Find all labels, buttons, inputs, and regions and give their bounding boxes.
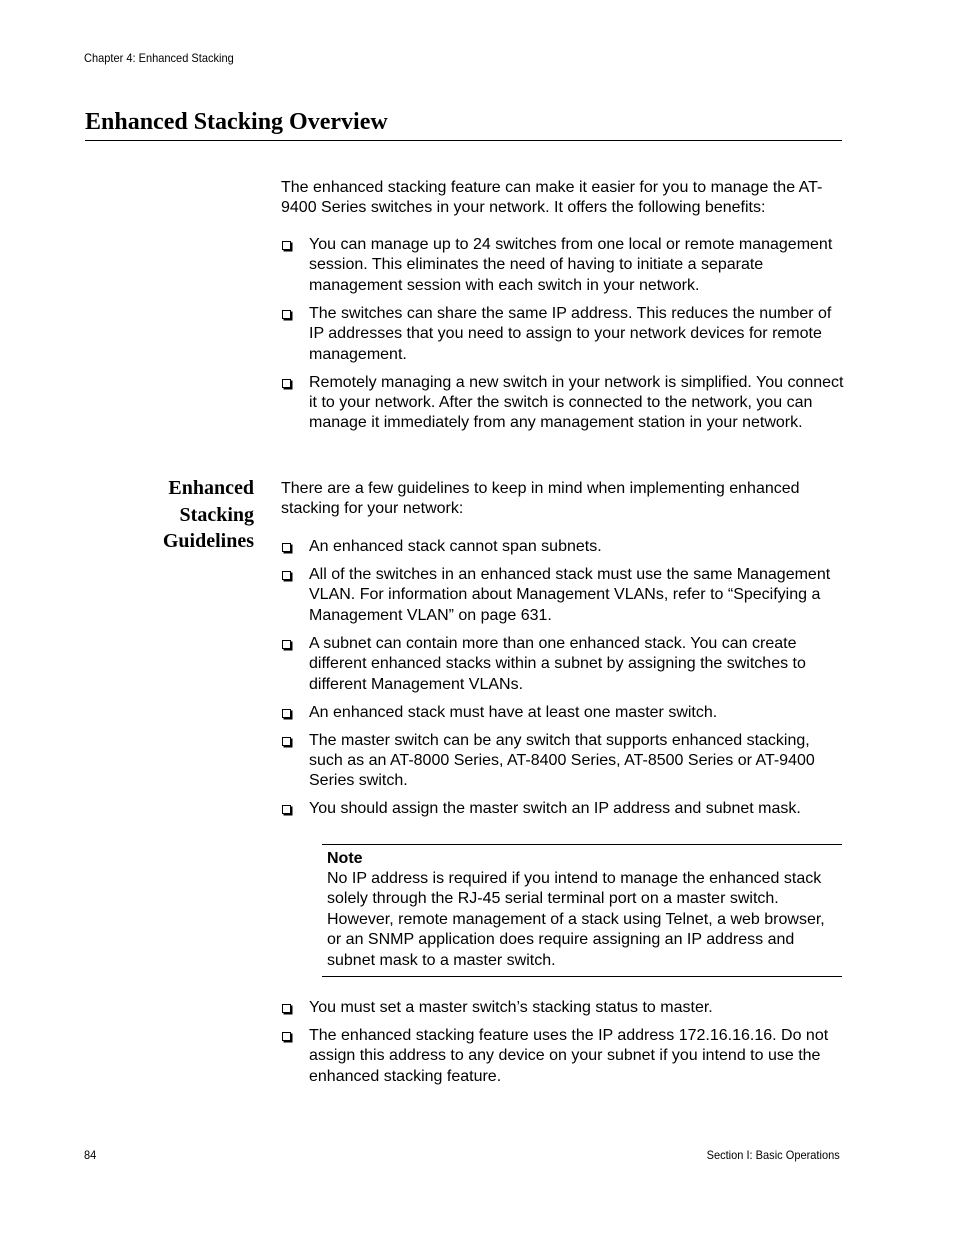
- guidelines-heading-line: Stacking: [179, 503, 254, 526]
- list-item-text: Remotely managing a new switch in your network is simplified. You connect it to your network. After the switch is connected to the network, you can manage it immediately from any management station in your network.: [309, 373, 844, 432]
- list-item: [281, 565, 846, 626]
- benefits-list: [281, 235, 846, 441]
- note-box: [322, 844, 842, 977]
- checkbox-bullet-icon: [282, 241, 291, 250]
- guidelines-list: [281, 537, 846, 827]
- checkbox-bullet-icon: [282, 543, 291, 552]
- checkbox-bullet-icon: [282, 310, 291, 319]
- list-item: [281, 235, 846, 296]
- list-item-text: You should assign the master switch an IP address and subnet mask.: [309, 800, 801, 818]
- list-item: [281, 1026, 846, 1087]
- checkbox-bullet-icon: [282, 1004, 291, 1013]
- guidelines-heading-line: Enhanced: [168, 477, 254, 499]
- list-item: [281, 998, 846, 1018]
- guidelines-heading-line: Guidelines: [162, 530, 254, 552]
- list-item: [281, 799, 846, 819]
- section-title: Enhanced Stacking Overview: [85, 109, 388, 135]
- checkbox-bullet-icon: [282, 709, 291, 718]
- list-item-text: You can manage up to 24 switches from one local or remote management session. This eliminates the need of having to initiate a separate management session with each switch in your network.: [309, 236, 833, 294]
- checkbox-bullet-icon: [282, 805, 291, 814]
- running-footer: Section I: Basic Operations: [706, 1148, 840, 1162]
- checkbox-bullet-icon: [282, 737, 291, 746]
- checkbox-bullet-icon: [282, 1032, 291, 1041]
- list-item: [281, 731, 846, 792]
- guidelines-list-continued: [281, 998, 846, 1095]
- checkbox-bullet-icon: [282, 571, 291, 580]
- list-item: [281, 703, 846, 723]
- list-item: [281, 634, 846, 695]
- list-item: [281, 304, 846, 365]
- page-number: 84: [84, 1148, 97, 1162]
- list-item-text: The enhanced stacking feature uses the IP address 172.16.16.16. Do not assign this address to any device on your subnet if you intend to use the enhanced stacking feature.: [309, 1027, 829, 1085]
- list-item-text: You must set a master switch’s stacking status to master.: [309, 999, 713, 1016]
- note-label: Note: [327, 850, 363, 867]
- guidelines-heading: [120, 475, 254, 555]
- list-item-text: An enhanced stack cannot span subnets.: [309, 538, 602, 555]
- guidelines-intro: There are a few guidelines to keep in mind when implementing enhanced stacking for your network:: [281, 480, 800, 518]
- running-header: Chapter 4: Enhanced Stacking: [84, 51, 234, 65]
- list-item-text: The switches can share the same IP address. This reduces the number of IP addresses that you need to assign to your network devices for remote management.: [309, 304, 832, 363]
- list-item: [281, 373, 846, 434]
- list-item-text: A subnet can contain more than one enhanced stack. You can create different enhanced stacks within a subnet by assigning the switches to different Management VLANs.: [309, 634, 806, 693]
- note-text: No IP address is required if you intend to manage the enhanced stack solely through the RJ-45 serial terminal port on a master switch. However, remote management of a stack using Telnet, a web browser, or an SNMP application does require assigning an IP address and subnet mask to a master switch.: [327, 870, 825, 969]
- checkbox-bullet-icon: [282, 379, 291, 388]
- section-intro: The enhanced stacking feature can make it easier for you to manage the AT-9400 Series switches in your network. It offers the following benefits:: [281, 179, 823, 217]
- list-item-text: The master switch can be any switch that supports enhanced stacking, such as an AT-8000 Series, AT-8400 Series, AT-8500 Series or AT-9400 Series switch.: [309, 731, 815, 790]
- checkbox-bullet-icon: [282, 640, 291, 649]
- list-item-text: All of the switches in an enhanced stack must use the same Management VLAN. For information about Management VLANs, refer to “Specifying a Management VLAN” on page 631.: [309, 566, 831, 624]
- title-rule: [85, 140, 842, 141]
- list-item-text: An enhanced stack must have at least one master switch.: [309, 703, 718, 721]
- list-item: [281, 537, 846, 557]
